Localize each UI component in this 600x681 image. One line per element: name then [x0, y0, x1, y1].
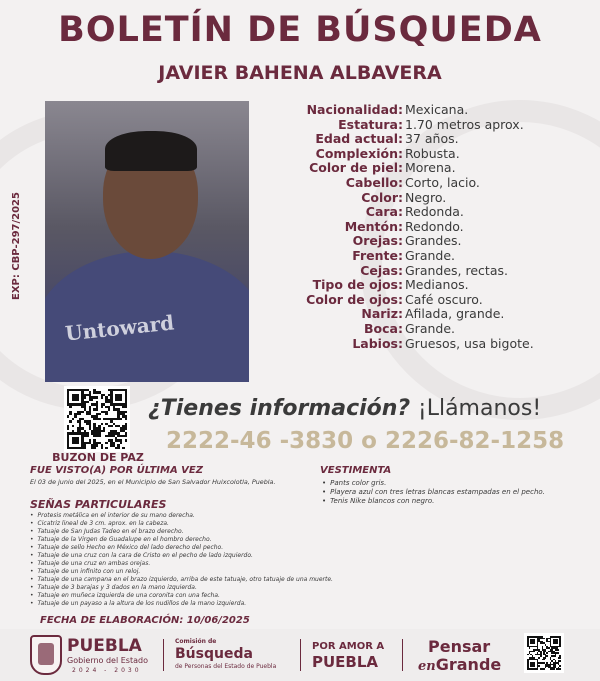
- fecha-elaboracion: FECHA DE ELABORACIÓN: 10/06/2025: [40, 615, 250, 626]
- personas-text: de Personas del Estado de Puebla: [175, 663, 277, 670]
- list-item: • Tatuaje de 3 barajas y 3 dados en la mano izquierda.: [30, 584, 333, 592]
- description-value: Negro.: [405, 189, 447, 205]
- description-label: Nariz:: [361, 306, 403, 322]
- description-value: 1.70 metros aprox.: [405, 116, 524, 132]
- puebla-logo-text: PUEBLA: [67, 636, 142, 656]
- divider: [402, 639, 403, 671]
- description-value: Robusta.: [405, 145, 460, 161]
- puebla-slogan-text: PUEBLA: [312, 653, 379, 671]
- description-row: [255, 191, 595, 206]
- description-label: Cejas:: [360, 262, 403, 278]
- comision-text: Comisión de: [175, 638, 217, 645]
- info-question: ¿Tienes información?: [148, 396, 411, 421]
- description-value: Café oscuro.: [405, 291, 483, 307]
- description-label: Tipo de ojos:: [312, 277, 403, 293]
- description-label: Mentón:: [344, 218, 403, 234]
- phone-1[interactable]: 2222-46 -3830: [166, 428, 354, 454]
- list-item: • Tatuaje de sello Hecho en México del lado derecho del pecho.: [30, 544, 333, 552]
- description-label: Boca:: [364, 320, 403, 336]
- description-label: Nacionalidad:: [306, 102, 403, 117]
- description-row: [255, 220, 595, 235]
- list-item: • Tenis Nike blancos con negro.: [322, 497, 545, 506]
- description-label: Cabello:: [345, 174, 403, 190]
- description-value: Medianos.: [405, 277, 469, 293]
- vestimenta-list: [322, 479, 545, 506]
- info-heading: [148, 396, 541, 421]
- years-text: 2024 - 2030: [72, 667, 142, 674]
- por-amor-text: POR AMOR A: [312, 641, 385, 652]
- description-value: Redondo.: [405, 218, 464, 234]
- page-title: BOLETÍN DE BÚSQUEDA: [58, 10, 542, 50]
- description-row: [255, 205, 595, 220]
- description-row: [255, 161, 595, 176]
- vestimenta-title: VESTIMENTA: [320, 465, 392, 476]
- last-seen-title: FUE VISTO(A) POR ÚLTIMA VEZ: [30, 465, 203, 476]
- gobierno-text: Gobierno del Estado: [67, 656, 148, 665]
- footer-logos: [0, 629, 600, 681]
- description-row: [255, 132, 595, 147]
- list-item: • Protesis metálica en el interior de su mano derecha.: [30, 512, 333, 520]
- description-value: Redonda.: [405, 204, 464, 220]
- description-label: Edad actual:: [315, 131, 403, 147]
- description-row: [255, 103, 595, 118]
- list-item: • Tatuaje de San Judas Tadeo en el brazo derecho.: [30, 528, 333, 536]
- phone-numbers: [166, 428, 564, 454]
- description-row: [255, 278, 595, 293]
- buzon-label: BUZON DE PAZ: [52, 451, 144, 464]
- description-label: Estatura:: [338, 116, 403, 132]
- person-name: JAVIER BAHENA ALBAVERA: [158, 62, 442, 84]
- description-value: Morena.: [405, 160, 456, 176]
- list-item: • Tatuaje de un infinito con un reloj.: [30, 568, 333, 576]
- description-value: Corto, lacio.: [405, 174, 480, 190]
- call-text: ¡Llámanos!: [417, 396, 542, 421]
- description-label: Complexión:: [315, 145, 403, 161]
- description-label: Frente:: [352, 247, 403, 263]
- missing-person-photo: Untoward: [45, 101, 249, 382]
- description-row: [255, 249, 595, 264]
- senas-list: [30, 512, 333, 608]
- description-row: [255, 147, 595, 162]
- description-row: [255, 293, 595, 308]
- description-value: Grandes.: [405, 233, 462, 249]
- description-list: [255, 103, 595, 351]
- description-row: [255, 176, 595, 191]
- description-label: Labios:: [352, 335, 403, 351]
- list-item: • Tatuaje de una cruz con la cara de Cristo en el pecho de lado izquierdo.: [30, 552, 333, 560]
- buzon-qr-code[interactable]: [64, 386, 130, 452]
- description-label: Color de piel:: [309, 160, 403, 176]
- list-item: • Playera azul con tres letras blancas estampadas en el pecho.: [322, 488, 545, 497]
- description-label: Orejas:: [352, 233, 403, 249]
- list-item: • Tatuaje en muñeca izquierda de una coronita con una fecha.: [30, 592, 333, 600]
- phone-separator: o: [361, 428, 377, 454]
- description-value: Grande.: [405, 247, 456, 263]
- list-item: • Cicatriz lineal de 3 cm. aprox. en la cabeza.: [30, 520, 333, 528]
- en-grande-text: enGrande: [418, 655, 502, 674]
- description-row: [255, 234, 595, 249]
- description-row: [255, 264, 595, 279]
- description-value: Gruesos, usa bigote.: [405, 335, 534, 351]
- footer-qr-code[interactable]: [524, 633, 564, 673]
- description-value: 37 años.: [405, 131, 459, 147]
- description-row: [255, 322, 595, 337]
- puebla-crest-icon: [30, 635, 62, 675]
- description-value: Grande.: [405, 320, 456, 336]
- list-item: • Tatuaje de un payaso a la altura de los nudillos de la mano izquierda.: [30, 600, 333, 608]
- description-value: Mexicana.: [405, 102, 469, 117]
- divider: [300, 639, 301, 671]
- expediente-number: EXP: CBP-297/2025: [11, 192, 22, 300]
- description-label: Color de ojos:: [306, 291, 403, 307]
- pensar-text: Pensar: [428, 637, 491, 656]
- description-label: Cara:: [365, 204, 403, 220]
- senas-title: SEÑAS PARTICULARES: [30, 498, 167, 511]
- list-item: • Pants color gris.: [322, 479, 545, 488]
- description-row: [255, 337, 595, 352]
- list-item: • Tatuaje de una campana en el brazo izquierdo, arriba de este tatuaje, otro tatuaje de una muerte.: [30, 576, 333, 584]
- divider: [163, 639, 164, 671]
- description-value: Grandes, rectas.: [405, 262, 508, 278]
- phone-2[interactable]: 2226-82-1258: [384, 428, 565, 454]
- description-label: Color:: [361, 189, 403, 205]
- last-seen-text: El 03 de junio del 2025, en el Municipio de San Salvador Huixcolotla, Puebla.: [30, 478, 276, 486]
- busqueda-text: Búsqueda: [175, 646, 253, 662]
- description-row: [255, 118, 595, 133]
- description-row: [255, 307, 595, 322]
- description-value: Afilada, grande.: [405, 306, 505, 322]
- list-item: • Tatuaje de una cruz en ambas orejas.: [30, 560, 333, 568]
- list-item: • Tatuaje de la Virgen de Guadalupe en el hombro derecho.: [30, 536, 333, 544]
